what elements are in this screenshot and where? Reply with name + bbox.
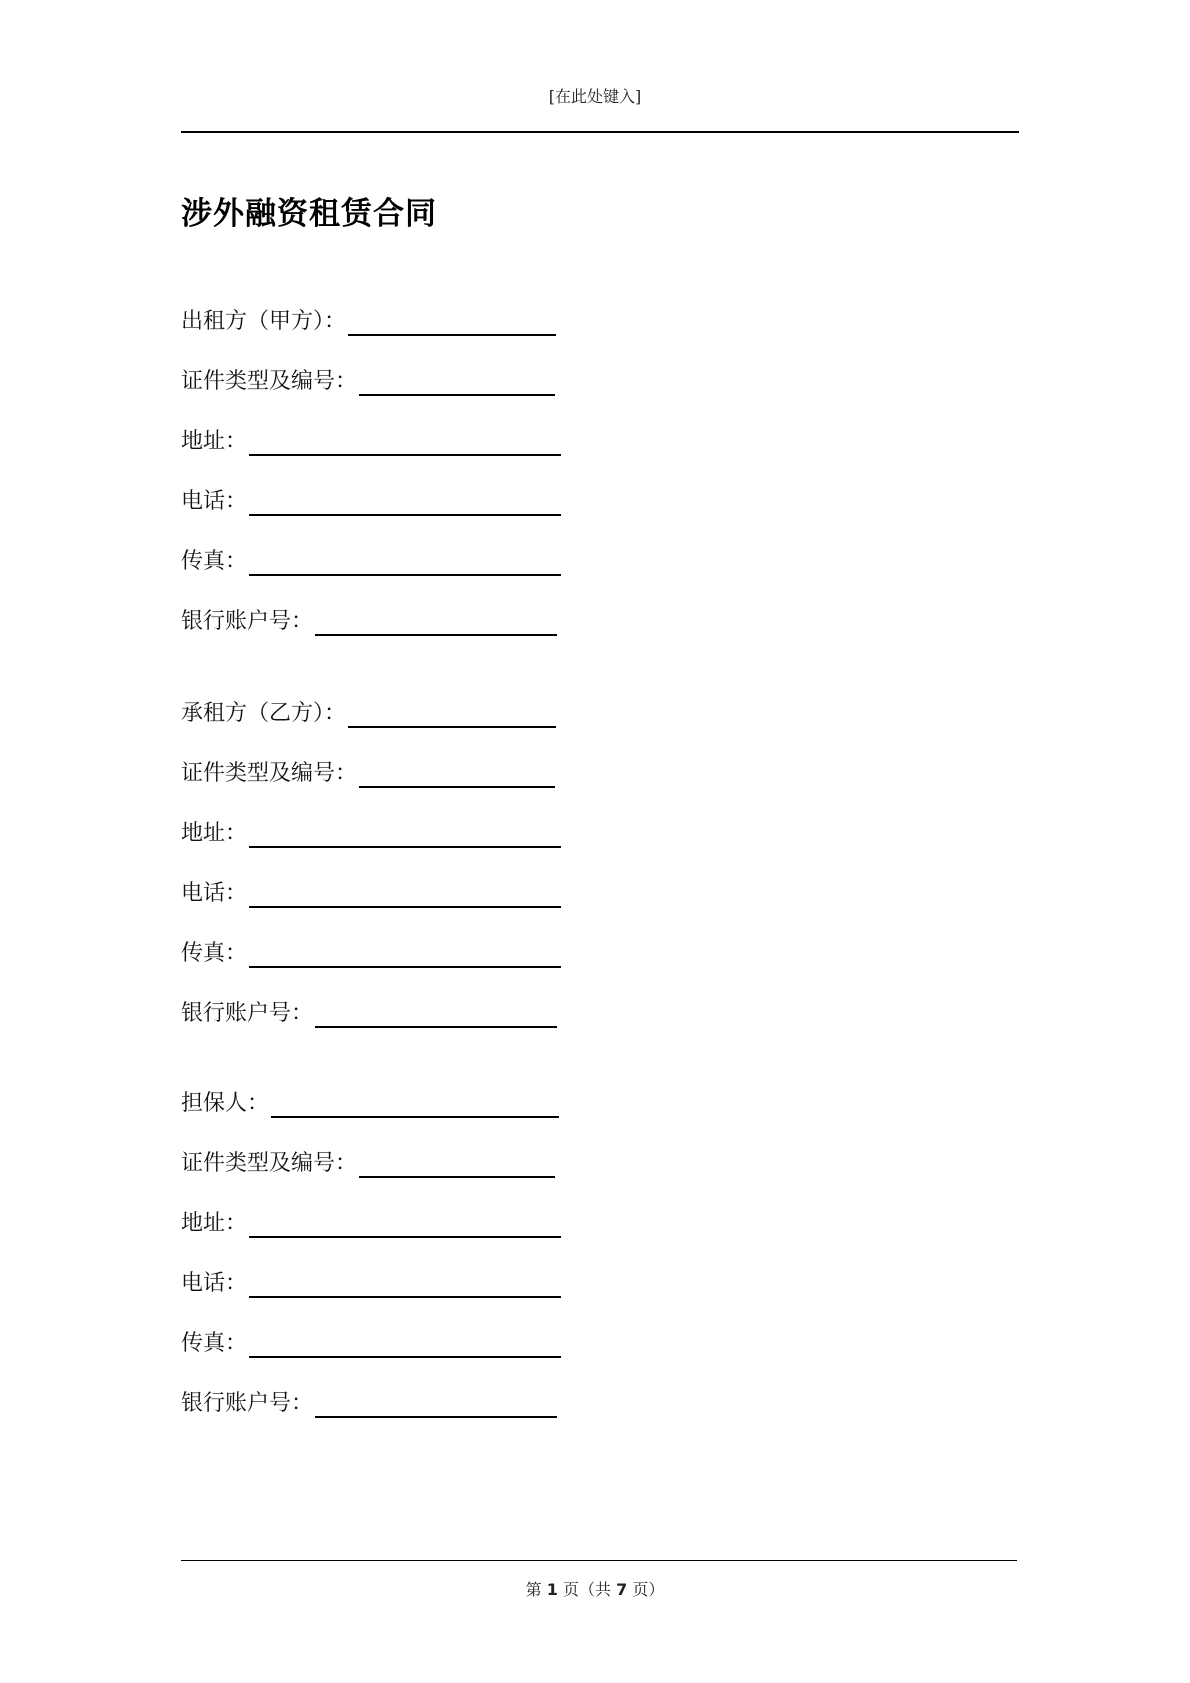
field-label: 承租方（乙方）：	[181, 701, 347, 726]
fill-in-blank[interactable]	[315, 1394, 557, 1418]
form-field	[181, 1390, 557, 1418]
field-label: 出租方（甲方）：	[181, 309, 347, 334]
page-number-suffix: 页）	[632, 1580, 665, 1599]
fill-in-blank[interactable]	[249, 492, 561, 516]
header-placeholder-text[interactable]: [在此处键入]	[548, 87, 642, 106]
footer-divider	[181, 1560, 1017, 1561]
fill-in-blank[interactable]	[315, 612, 557, 636]
field-label: 电话：	[181, 489, 248, 514]
fill-in-blank[interactable]	[249, 1334, 561, 1358]
header-divider	[181, 131, 1019, 133]
form-field	[181, 1000, 557, 1028]
form-field	[181, 760, 555, 788]
field-label: 传真：	[181, 1331, 248, 1356]
page-number-middle: 页（共	[562, 1580, 611, 1599]
fill-in-blank[interactable]	[348, 704, 556, 728]
form-field	[181, 488, 561, 516]
form-field	[181, 1150, 555, 1178]
field-label: 电话：	[181, 1271, 248, 1296]
form-field	[181, 608, 557, 636]
form-field	[181, 1210, 561, 1238]
fill-in-blank[interactable]	[249, 824, 561, 848]
fill-in-blank[interactable]	[271, 1094, 559, 1118]
form-field	[181, 880, 561, 908]
form-field	[181, 700, 556, 728]
page-number-prefix: 第	[525, 1580, 542, 1599]
field-label: 地址：	[181, 429, 248, 454]
fill-in-blank[interactable]	[249, 1214, 561, 1238]
field-label: 地址：	[181, 821, 248, 846]
form-field	[181, 940, 561, 968]
field-label: 银行账户号：	[181, 1001, 314, 1026]
form-field	[181, 308, 556, 336]
fill-in-blank[interactable]	[249, 432, 561, 456]
fill-in-blank[interactable]	[359, 372, 555, 396]
field-label: 银行账户号：	[181, 1391, 314, 1416]
page-number	[0, 1577, 1190, 1600]
fill-in-blank[interactable]	[315, 1004, 557, 1028]
field-label: 传真：	[181, 549, 248, 574]
form-field	[181, 1090, 559, 1118]
fill-in-blank[interactable]	[249, 944, 561, 968]
field-label: 电话：	[181, 881, 248, 906]
fill-in-blank[interactable]	[249, 884, 561, 908]
field-label: 地址：	[181, 1211, 248, 1236]
document-title: 涉外融资租赁合同	[181, 196, 437, 232]
fill-in-blank[interactable]	[359, 764, 555, 788]
form-field	[181, 820, 561, 848]
fill-in-blank[interactable]	[249, 552, 561, 576]
fill-in-blank[interactable]	[249, 1274, 561, 1298]
fill-in-blank[interactable]	[348, 312, 556, 336]
current-page-number: 1	[546, 1580, 558, 1599]
form-field	[181, 1330, 561, 1358]
field-label: 银行账户号：	[181, 609, 314, 634]
fill-in-blank[interactable]	[359, 1154, 555, 1178]
field-label: 传真：	[181, 941, 248, 966]
field-label: 证件类型及编号：	[181, 761, 358, 786]
form-field	[181, 428, 561, 456]
form-field	[181, 548, 561, 576]
total-page-count: 7	[616, 1580, 628, 1599]
field-label: 证件类型及编号：	[181, 369, 358, 394]
form-field	[181, 1270, 561, 1298]
field-label: 担保人：	[181, 1091, 270, 1116]
field-label: 证件类型及编号：	[181, 1151, 358, 1176]
form-field	[181, 368, 555, 396]
